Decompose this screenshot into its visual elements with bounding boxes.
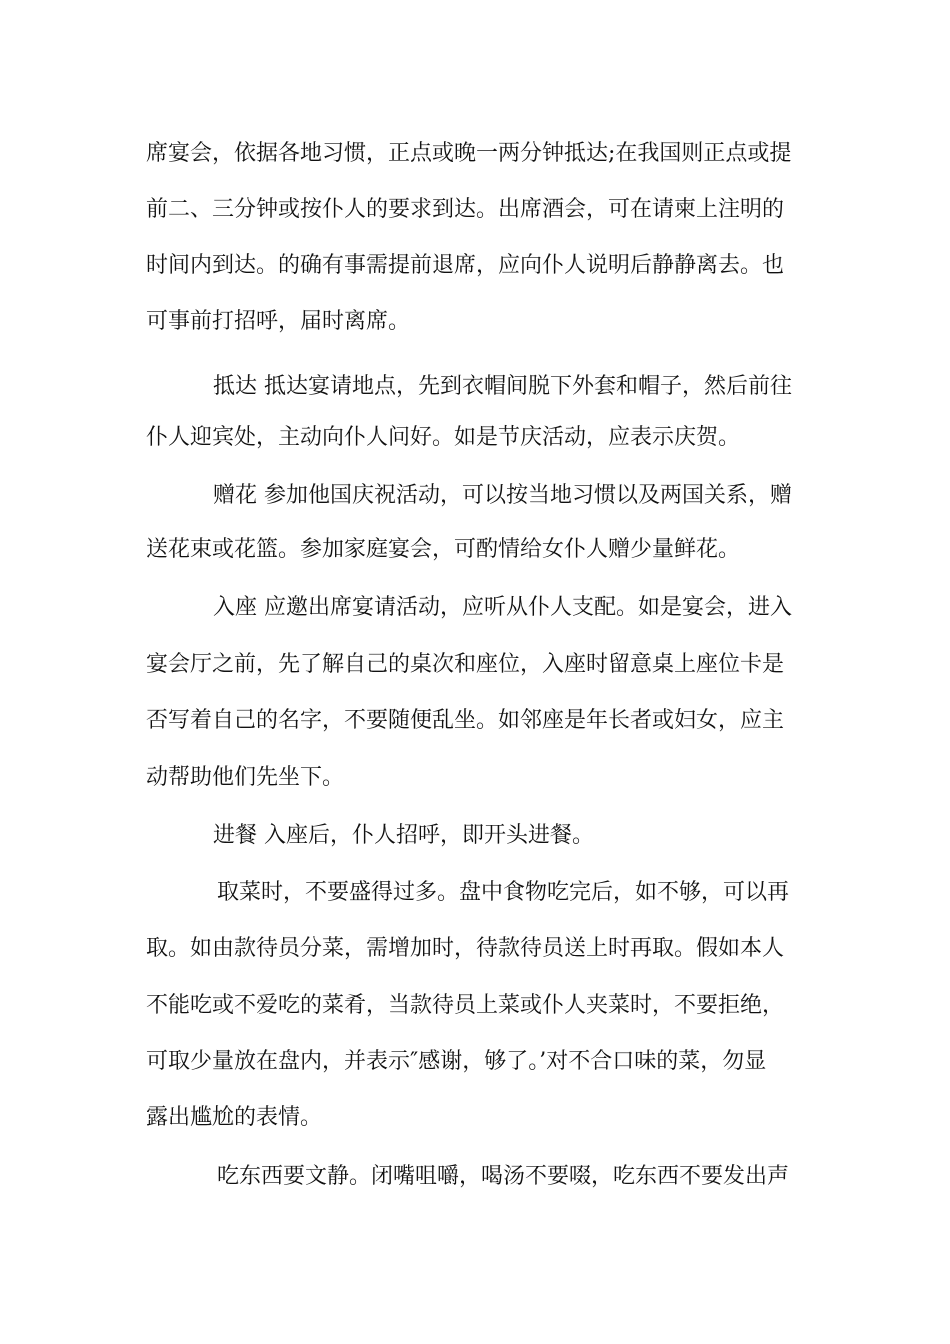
line-text: 不能吃或不爱吃的菜肴，当款待员上菜或仆人夹菜时，不要拒绝， xyxy=(146,993,785,1018)
line-text: 露出尴尬的表情。 xyxy=(146,1105,323,1130)
text-line xyxy=(0,302,950,342)
text-line xyxy=(0,588,950,628)
text-line xyxy=(0,1042,950,1082)
line-text: 进餐 入座后，仆人招呼，即开头进餐。 xyxy=(213,823,594,848)
text-line xyxy=(0,134,950,174)
text-line xyxy=(0,873,950,913)
text-line xyxy=(0,701,950,741)
line-text: 席宴会，依据各地习惯，正点或晚一两分钟抵达;在我国则正点或提 xyxy=(146,141,792,166)
line-text: 取菜时，不要盛得过多。盘中食物吃完后，如不够，可以再 xyxy=(217,880,790,905)
line-text: 送花束或花篮。参加家庭宴会，可酌情给女仆人赠少量鲜花。 xyxy=(146,537,741,562)
line-text: 入座 应邀出席宴请活动，应听从仆人支配。如是宴会，进入 xyxy=(213,595,792,620)
line-text: 宴会厅之前，先了解自己的桌次和座位，入座时留意桌上座位卡是 xyxy=(146,652,785,677)
line-text: 赠花 参加他国庆祝活动，可以按当地习惯以及两国关系，赠 xyxy=(213,483,792,508)
text-line xyxy=(0,929,950,969)
line-text: 可事前打招呼，届时离席。 xyxy=(146,309,411,334)
line-text: 抵达 抵达宴请地点，先到衣帽间脱下外套和帽子，然后前往 xyxy=(213,374,792,399)
text-line xyxy=(0,816,950,856)
line-text: 时间内到达。的确有事需提前退席，应向仆人说明后静静离去。也 xyxy=(146,253,785,278)
line-text: 前二、三分钟或按仆人的要求到达。出席酒会，可在请柬上注明的 xyxy=(146,197,785,222)
line-text: 取。如由款待员分菜，需增加时，待款待员送上时再取。假如本人 xyxy=(146,936,785,961)
text-line xyxy=(0,530,950,570)
text-line xyxy=(0,190,950,230)
line-text: 可取少量放在盘内，并表示″感谢，够了。’对不合口味的菜，勿显 xyxy=(146,1049,767,1074)
text-line xyxy=(0,1157,950,1197)
text-line xyxy=(0,758,950,798)
line-text: 仆人迎宾处，主动向仆人问好。如是节庆活动，应表示庆贺。 xyxy=(146,425,741,450)
text-line xyxy=(0,476,950,516)
text-line xyxy=(0,1098,950,1138)
text-line xyxy=(0,246,950,286)
text-line xyxy=(0,418,950,458)
line-text: 动帮助他们先坐下。 xyxy=(146,765,345,790)
text-line xyxy=(0,986,950,1026)
text-line xyxy=(0,645,950,685)
line-text: 吃东西要文静。闭嘴咀嚼，喝汤不要啜，吃东西不要发出声 xyxy=(217,1164,790,1189)
text-line xyxy=(0,367,950,407)
line-text: 否写着自己的名字，不要随便乱坐。如邻座是年长者或妇女，应主 xyxy=(146,708,785,733)
